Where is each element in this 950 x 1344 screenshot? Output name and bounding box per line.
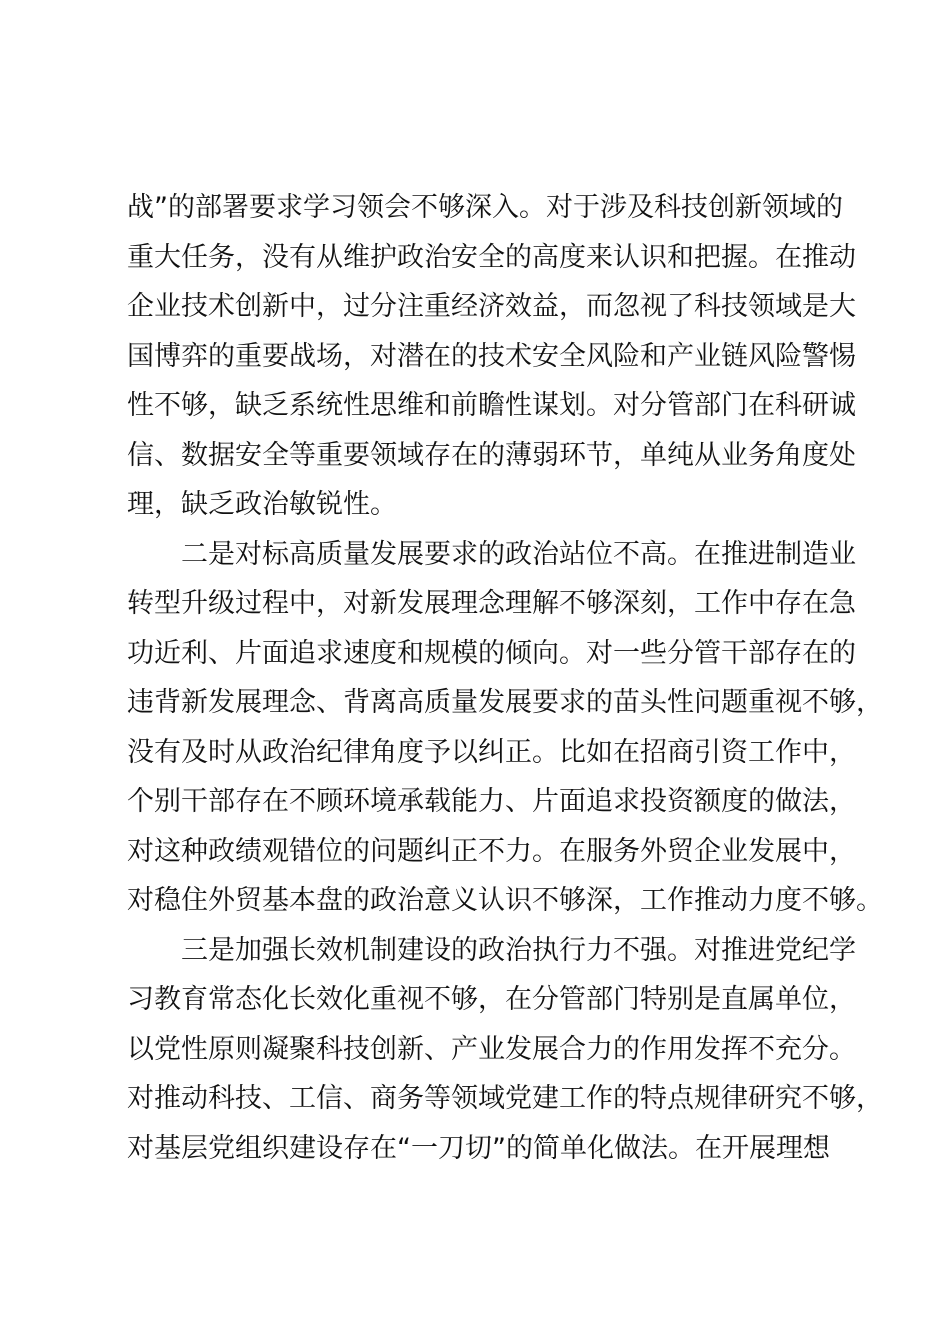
text-line: 对稳住外贸基本盘的政治意义认识不够深，工作推动力度不够。: [127, 885, 883, 916]
text-line: 重大任务，没有从维护政治安全的高度来认识和把握。在推动: [127, 241, 856, 273]
text-line: 习教育常态化长效化重视不够，在分管部门特别是直属单位，: [127, 984, 856, 1015]
paragraph-3-first-line: 三是加强长效机制建设的政治执行力不强。对推进党纪学: [181, 934, 856, 966]
text-line: 战”的部署要求学习领会不够深入。对于涉及科技创新领域的: [127, 192, 843, 223]
text-line: 对推动科技、工信、商务等领域党建工作的特点规律研究不够，: [127, 1083, 883, 1114]
text-line: 企业技术创新中，过分注重经济效益，而忽视了科技领域是大: [127, 291, 856, 322]
text-line: 对基层党组织建设存在“一刀切”的简单化做法。在开展理想: [127, 1132, 830, 1164]
text-line: 对这种政绩观错位的问题纠正不力。在服务外贸企业发展中，: [127, 835, 856, 867]
text-line: 没有及时从政治纪律角度予以纠正。比如在招商引资工作中，: [127, 736, 856, 768]
text-line: 性不够，缺乏系统性思维和前瞻性谋划。对分管部门在科研诚: [127, 390, 856, 421]
text-line: 信、数据安全等重要领域存在的薄弱环节，单纯从业务角度处: [127, 439, 856, 471]
text-line: 以党性原则凝聚科技创新、产业发展合力的作用发挥不充分。: [127, 1033, 856, 1065]
paragraph-2-first-line: 二是对标高质量发展要求的政治站位不高。在推进制造业: [181, 538, 856, 570]
text-line: 个别干部存在不顾环境承载能力、片面追求投资额度的做法，: [127, 786, 856, 817]
text-line: 功近利、片面追求速度和规模的倾向。对一些分管干部存在的: [127, 637, 856, 669]
text-line: 国博弈的重要战场，对潜在的技术安全风险和产业链风险警惕: [127, 340, 856, 372]
text-line: 理，缺乏政治敏锐性。: [127, 489, 397, 520]
text-line: 违背新发展理念、背离高质量发展要求的苗头性问题重视不够，: [127, 687, 883, 718]
text-line: 转型升级过程中，对新发展理念理解不够深刻，工作中存在急: [127, 588, 856, 619]
document-body: [127, 183, 883, 1173]
